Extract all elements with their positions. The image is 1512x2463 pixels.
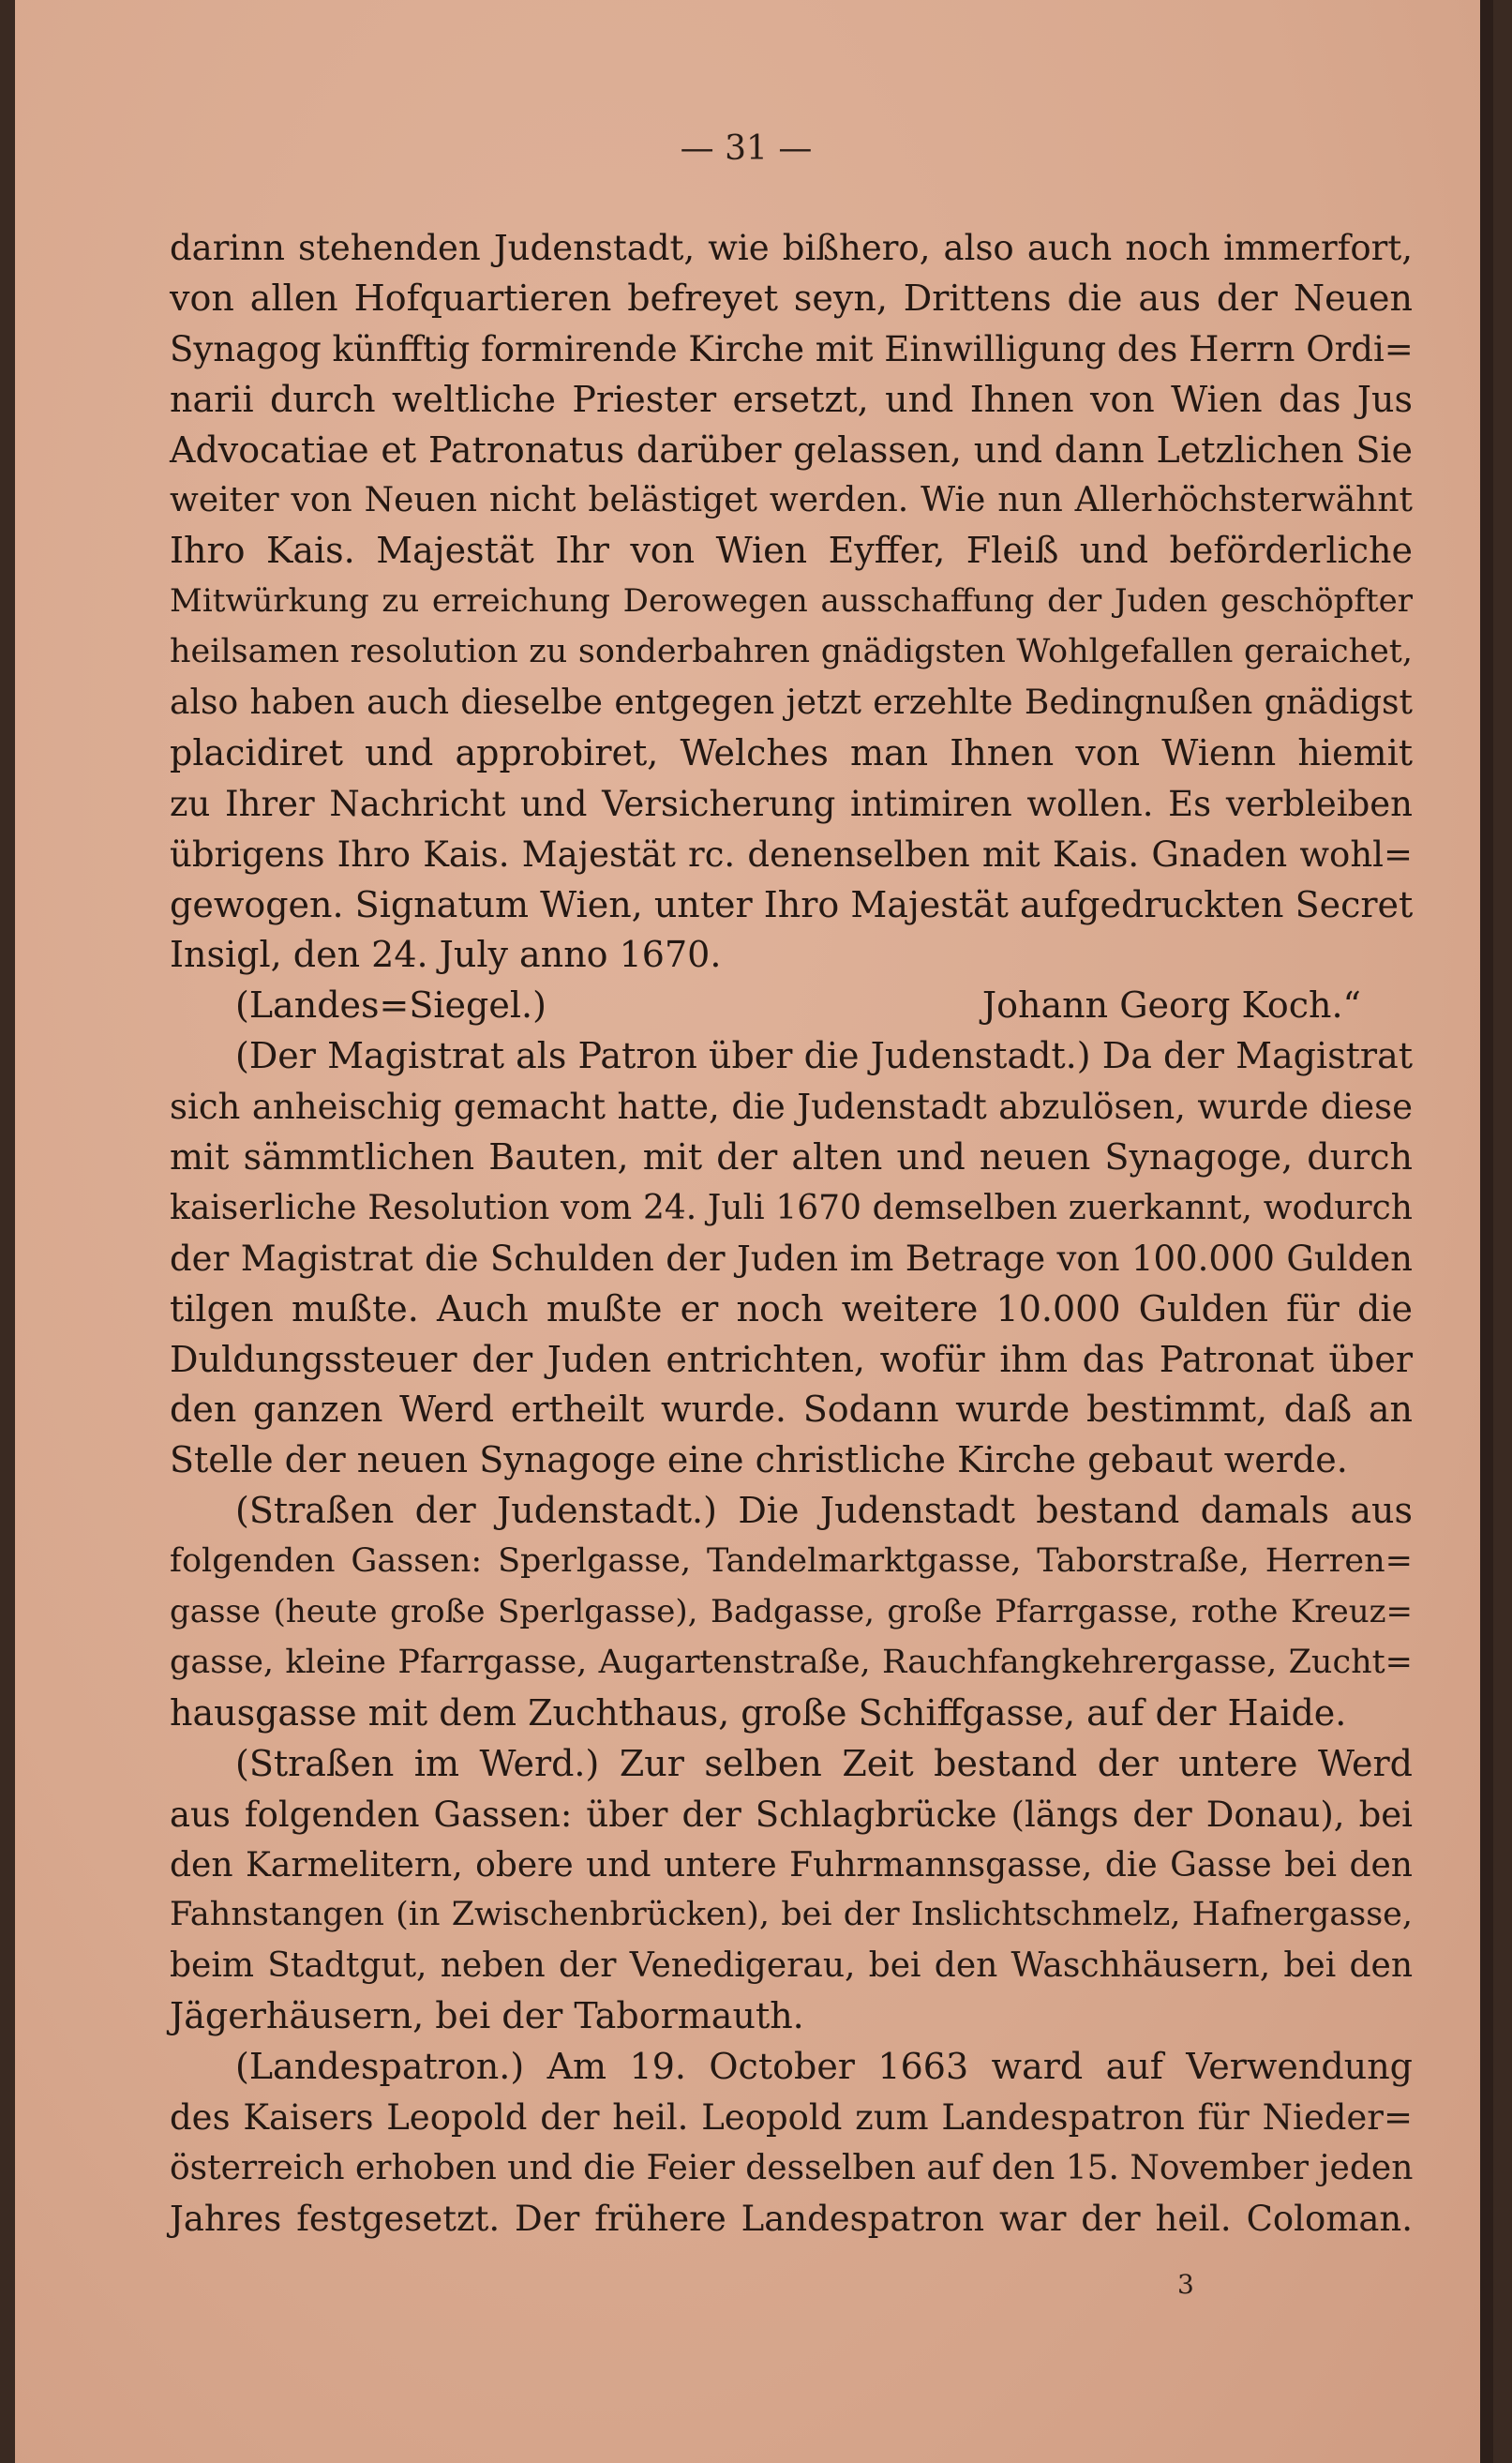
text-line: heilsamen resolution zu sonderbahren gnädigsten Wohlgefallen geraichet,	[170, 633, 1413, 671]
text-line: (Landespatron.) Am 19. October 1663 ward auf Verwendung	[235, 2046, 1413, 2088]
text-line: Fahnstangen (in Zwischenbrücken), bei der Inslichtschmelz, Hafnergasse,	[170, 1896, 1413, 1934]
text-line: übrigens Ihro Kais. Majestät rc. denenselben mit Kais. Gnaden wohl=	[170, 834, 1413, 875]
text-line: des Kaisers Leopold der heil. Leopold zum Landespatron für Nieder=	[170, 2096, 1413, 2138]
paragraph-magistrat	[170, 1031, 1413, 1486]
text-line: den ganzen Werd ertheilt wurde. Sodann wurde bestimmt, daß an	[170, 1389, 1413, 1431]
text-line: gasse, kleine Pfarrgasse, Augartenstraße, Rauchfangkehrergasse, Zucht=	[170, 1643, 1413, 1681]
text-line: Jahres festgesetzt. Der frühere Landespatron war der heil. Coloman.	[170, 2198, 1413, 2239]
text-line: (Straßen im Werd.) Zur selben Zeit bestand der untere Werd	[235, 1742, 1413, 1784]
text-line: Ihro Kais. Majestät Ihr von Wien Eyffer, Fleiß und beförderliche	[170, 530, 1413, 572]
text-line: also haben auch dieselbe entgegen jetzt erzehlte Bedingnußen gnädigst	[170, 683, 1413, 723]
text-line: Synagog künfftig formirende Kirche mit Einwilligung des Herrn Ordi=	[170, 328, 1414, 369]
page-number: — 31 —	[680, 129, 813, 168]
text-line: darinn stehenden Judenstadt, wie bißhero, also auch noch immerfort,	[170, 228, 1413, 268]
text-line: beim Stadtgut, neben der Venedigerau, bei den Waschhäusern, bei den	[170, 1946, 1413, 1986]
text-line: zu Ihrer Nachricht und Versicherung intimiren wollen. Es verbleiben	[170, 783, 1413, 824]
letter-continuation	[170, 223, 1413, 981]
text-line: Stelle der neuen Synagoge eine christliche Kirche gebaut werde.	[170, 1439, 1348, 1481]
text-line: (Straßen der Judenstadt.) Die Judenstadt bestand damals aus	[235, 1490, 1413, 1532]
text-line: (Der Magistrat als Patron über die Judenstadt.) Da der Magistrat	[235, 1035, 1413, 1077]
text-line: den Karmelitern, obere und untere Fuhrmannsgasse, die Gasse bei den	[170, 1845, 1413, 1885]
text-line: hausgasse mit dem Zuchthaus, große Schiffgasse, auf der Haide.	[170, 1691, 1347, 1734]
book-page	[15, 0, 1493, 2463]
text-line: der Magistrat die Schulden der Juden im Betrage von 100.000 Gulden	[170, 1238, 1413, 1279]
text-line: placidiret und approbiret, Welches man Ihnen von Wienn hiemit	[170, 731, 1413, 773]
text-line: gewogen. Signatum Wien, unter Ihro Majestät aufgedruckten Secret	[170, 883, 1414, 925]
text-line: narii durch weltliche Priester ersetzt, und Ihnen von Wien das Jus	[170, 378, 1413, 420]
seal-label: (Landes=Siegel.)	[235, 984, 546, 1027]
text-line: österreich erhoben und die Feier desselben auf den 15. November jeden	[170, 2148, 1414, 2187]
text-line: tilgen mußte. Auch mußte er noch weitere 10.000 Gulden für die	[170, 1287, 1413, 1329]
text-line: aus folgenden Gassen: über der Schlagbrücke (längs der Donau), bei	[170, 1794, 1413, 1835]
text-line: gasse (heute große Sperlgasse), Badgasse, große Pfarrgasse, rothe Kreuz=	[170, 1593, 1413, 1631]
text-line: mit sämmtlichen Bauten, mit der alten und neuen Synagoge, durch	[170, 1136, 1413, 1179]
text-line: Duldungssteuer der Juden entrichten, wofür ihm das Patronat über	[170, 1338, 1413, 1380]
text-line: Mitwürkung zu erreichung Derowegen ausschaffung der Juden geschöpfter	[170, 582, 1413, 621]
paragraph-strassen-werd	[170, 1739, 1413, 2042]
text-line: weiter von Neuen nicht belästiget werden. Wie nun Allerhöchsterwähnt	[170, 481, 1413, 520]
text-line: Advocatiae et Patronatus darüber gelassen, und dann Letzlichen Sie	[170, 428, 1413, 471]
text-line: kaiserliche Resolution vom 24. Juli 1670 demselben zuerkannt, wodurch	[170, 1188, 1413, 1227]
text-line: von allen Hofquartieren befreyet seyn, Drittens die aus der Neuen	[170, 277, 1413, 319]
text-line: Jägerhäusern, bei der Tabormauth.	[170, 1995, 804, 2037]
signatory: Johann Georg Koch.“	[981, 984, 1361, 1027]
paragraph-landespatron	[170, 2042, 1413, 2245]
text-line: Insigl, den 24. July anno 1670.	[170, 934, 722, 976]
text-line: folgenden Gassen: Sperlgasse, Tandelmarktgasse, Taborstraße, Herren=	[170, 1542, 1413, 1581]
signature-mark: 3	[1177, 2269, 1194, 2300]
body-text	[170, 223, 1413, 2245]
paragraph-strassen-judenstadt	[170, 1486, 1413, 1738]
seal-signature-line	[170, 981, 1413, 1031]
text-line: sich anheischig gemacht hatte, die Judenstadt abzulösen, wurde diese	[170, 1087, 1413, 1128]
